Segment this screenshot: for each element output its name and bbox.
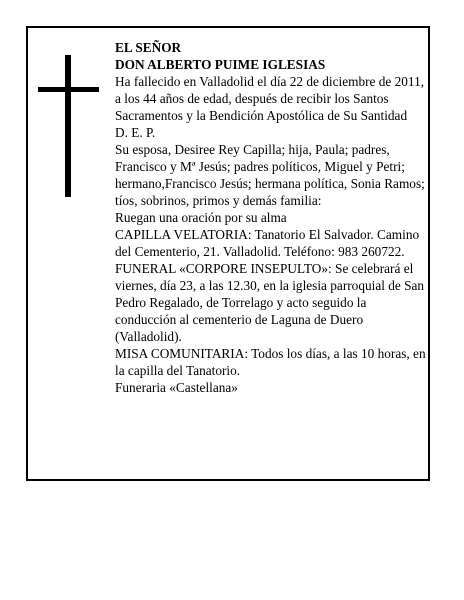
prayer-request: Ruegan una oración por su alma [115, 210, 287, 225]
cross-icon [38, 55, 99, 197]
obituary-text [115, 39, 427, 396]
cross-horizontal-bar [38, 87, 99, 92]
rip-line: D. E. P. [115, 125, 156, 140]
funeral-home: Funeraria «Castellana» [115, 380, 238, 395]
notice-title: EL SEÑOR [115, 40, 182, 55]
obituary-frame [26, 26, 430, 481]
deceased-name: DON ALBERTO PUIME IGLESIAS [115, 57, 326, 72]
chapel-info: CAPILLA VELATORIA: Tanatorio El Salvador. Camino del Cementerio, 21. Valladolid. Teléfono: 983 260722. [115, 227, 420, 259]
cross-vertical-bar [65, 55, 71, 197]
death-announcement: Ha fallecido en Valladolid el día 22 de diciembre de 2011, a los 44 años de edad, después de recibir los Santos Sacramentos y la Bendición Apostólica de Su Santidad [115, 74, 425, 123]
funeral-info: FUNERAL «CORPORE INSEPULTO»: Se celebrará el viernes, día 23, a las 12.30, en la iglesia parroquial de San Pedro Regalado, de Torrelago y acto seguido la conducción al cementerio de Laguna de Duero (Valladolid). [115, 261, 425, 344]
mass-info: MISA COMUNITARIA: Todos los días, a las 10 horas, en la capilla del Tanatorio. [115, 346, 426, 378]
family-list: Su esposa, Desiree Rey Capilla; hija, Paula; padres, Francisco y Mª Jesús; padres políticos, Miguel y Petri; hermano,Francisco Jesús; hermana política, Sonia Ramos; tíos, sobrinos, primos y demás familia: [115, 142, 425, 208]
